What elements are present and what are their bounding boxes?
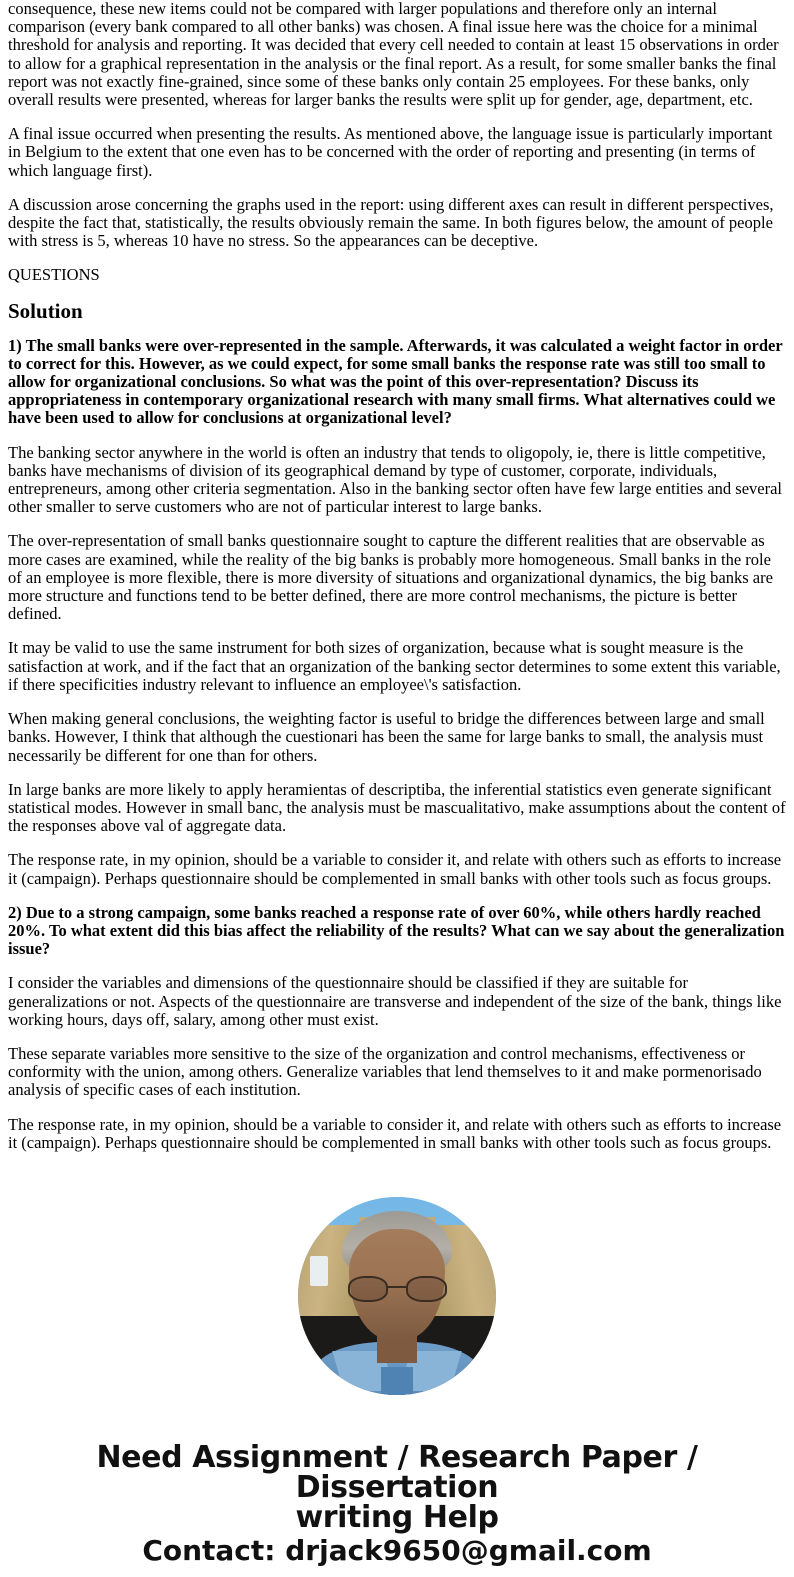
avatar-background-switch [310, 1256, 328, 1286]
answer-1-paragraph-6: The response rate, in my opinion, should be a variable to consider it, and relate with others such as efforts to increase it (campaign). Perhaps questionnaire should be complemented in small banks with other tools such as focus groups. [8, 850, 782, 888]
questions-label: QUESTIONS [8, 265, 100, 285]
glasses-icon [348, 1276, 447, 1302]
footer-promo [8, 1439, 786, 1577]
answer-2-paragraph-2: These separate variables more sensitive to the size of the organization and control mechanisms, effectiveness or conformity with the union, among others. Generalize variables that lend themselves to it and make pormenorisado analysis of specific cases of each institution. [8, 1043, 762, 1100]
footer-contact-email: Contact: drjack9650@gmail.com [142, 1533, 652, 1567]
answer-1-paragraph-1: The banking sector anywhere in the world is often an industry that tends to oligopoly, ie, there is little competitive, banks have mechanisms of division of its geographical demand by type of customer, corporate, individuals, entrepreneurs, among other criteria segmentation. Also in the banking sector often have few large entities and several other smaller to serve customers who are not of particular interest to large banks. [8, 442, 783, 517]
paragraph-intro-3: A discussion arose concerning the graphs used in the report: using different axes can result in different perspectives, despite the fact that, statistically, the results obviously remain the same. In both figures below, the amount of people with stress is 5, whereas 10 have no stress. So the appearances can be deceptive. [8, 194, 774, 251]
footer-headline-line1: Need Assignment / Research Paper / Dissertation [96, 1439, 698, 1505]
avatar [298, 1197, 496, 1395]
avatar-lens-right [406, 1276, 447, 1302]
avatar-container [8, 1197, 786, 1395]
avatar-tie [381, 1367, 413, 1395]
question-1-heading: 1) The small banks were over-represented in the sample. Afterwards, it was calculated a weight factor in order to correct for this. However, as we could expect, for some small banks the response rate was still too small to allow for organizational conclusions. So what was the point of this over-representation? Discuss its appropriateness in contemporary organizational research with many small firms. What alternatives could we have been used to allow for conclusions at organizational level? [8, 335, 783, 428]
answer-1-paragraph-5: In large banks are more likely to apply heramientas of descriptiba, the inferential statistics even generate significant statistical modes. However in small banc, the analysis must be mascualitativo, make assumptions about the content of the responses above val of aggregate data. [8, 779, 786, 836]
paragraph-intro-2: A final issue occurred when presenting the results. As mentioned above, the language issue is particularly important in Belgium to the extent that one even has to be concerned with the order of reporting and presenting (in terms of which language first). [8, 124, 773, 180]
answer-2-paragraph-1: I consider the variables and dimensions of the questionnaire should be classified if they are suitable for generalizations or not. Aspects of the questionnaire are transverse and independent of the size of the bank, things like working hours, days off, salary, among other must exist. [8, 973, 782, 1029]
avatar-lens-left [348, 1276, 389, 1302]
avatar-glasses-bridge [388, 1286, 406, 1288]
answer-1-paragraph-4: When making general conclusions, the weighting factor is useful to bridge the differences between large and small banks. However, I think that although the cuestionari has been the same for large banks to small, the analysis must necessarily be different for one than for others. [8, 709, 765, 765]
paragraph-intro-1: consequence, these new items could not be compared with larger populations and therefore only an internal comparison (every bank compared to all other banks) was chosen. A final issue here was the choice for a minimal threshold for analysis and reporting. It was decided that every cell needed to contain at least 15 observations in order to allow for a graphical representation in the analysis or the final report. As a result, for some smaller banks the final report was not exactly fine-grained, since some of these banks only contain 25 employees. For these banks, only overall results were presented, whereas for larger banks the results were split up for gender, age, department, etc. [8, 0, 779, 110]
footer-headline-line2: writing Help [295, 1499, 499, 1535]
question-2-heading: 2) Due to a strong campaign, some banks reached a response rate of over 60%, while others hardly reached 20%. To what extent did this bias affect the reliability of the results? What can we say about the generalization issue? [8, 902, 785, 959]
solution-heading: Solution [8, 298, 83, 323]
answer-2-paragraph-3: The response rate, in my opinion, should be a variable to consider it, and relate with others such as efforts to increase it (campaign). Perhaps questionnaire should be complemented in small banks with other tools such as focus groups. [8, 1114, 782, 1152]
answer-1-paragraph-2: The over-representation of small banks questionnaire sought to capture the different realities that are observable as more cases are examined, while the reality of the big banks is probably more homogeneous. Small banks in the role of an employee is more flexible, there is more diversity of situations and organizational dynamics, the big banks are more structure and functions tend to be better defined, there are more control mechanisms, the picture is better defined. [8, 531, 773, 624]
answer-1-paragraph-3: It may be valid to use the same instrument for both sizes of organization, because what is sought measure is the satisfaction at work, and if the fact that an organization of the banking sector determines to some extent this variable, if there specificities industry relevant to influence an employee\'s satisfaction. [8, 638, 781, 694]
